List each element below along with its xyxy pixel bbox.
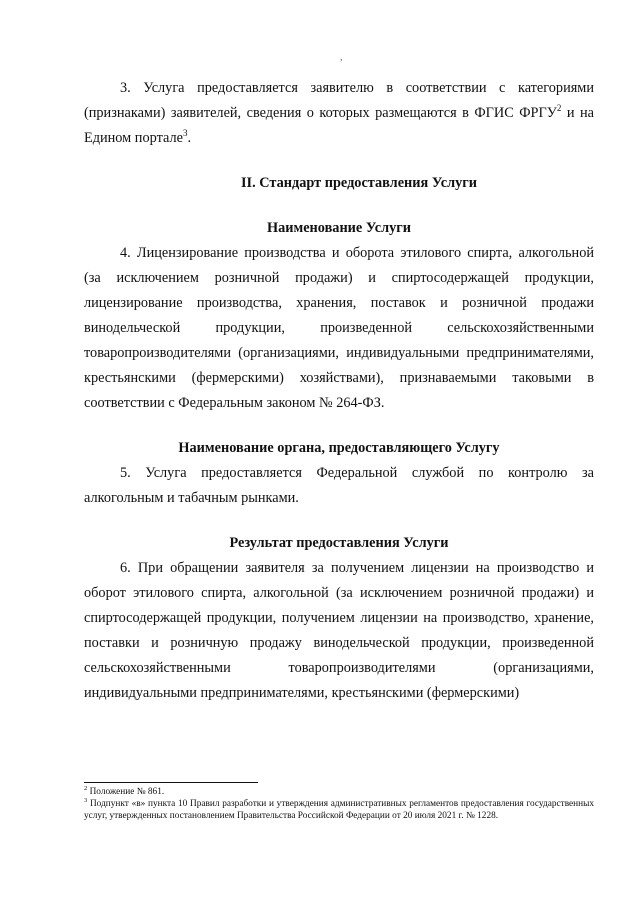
footnote-text: Положение № 861. bbox=[87, 787, 165, 797]
footnote-divider bbox=[84, 782, 258, 783]
footnotes bbox=[84, 786, 594, 822]
footnote-ref-3[interactable]: 3 bbox=[182, 128, 188, 139]
paragraph-5: 5. Услуга предоставляется Федеральной службой по контролю за алкогольным и табачным рынками. bbox=[84, 465, 594, 506]
footnote-3 bbox=[84, 798, 594, 822]
footnote-ref-2[interactable]: 2 bbox=[556, 103, 562, 114]
heading-service-name: Наименование Услуги bbox=[266, 220, 412, 236]
footnote-2 bbox=[84, 786, 594, 798]
section-heading: II. Стандарт предоставления Услуги bbox=[240, 175, 478, 191]
paragraph-3-text: 3. Услуга предоставляется заявителю в соответствии с категориями (признаками) заявителей, сведения о которых размещаются в ФГИС ФРГУ bbox=[84, 80, 594, 121]
paragraph-6: 6. При обращении заявителя за получением лицензии на производство и оборот этилового спирта, алкогольной (за исключением розничной продажи) и спиртосодержащей продукции, получением лицензии на производство, хранение, поставки и розничную продажу винодельческой продукции, произведенной сельскохозяйственными товаропроизводителями (организациями, индивидуальными предпринимателями, крестьянскими (фермерскими) bbox=[84, 560, 594, 701]
footnote-mark: 3 bbox=[84, 796, 88, 804]
document-body bbox=[84, 76, 594, 706]
heading-result: Результат предоставления Услуги bbox=[229, 535, 449, 551]
paragraph-3-end: . bbox=[187, 130, 192, 146]
paragraph-3 bbox=[84, 76, 594, 151]
paragraph-4: 4. Лицензирование производства и оборота этилового спирта, алкогольной (за исключением розничной продажи) и спиртосодержащей продукции, лицензирование производства, хранения, поставок и розничной продажи винодельческой продукции, произведенной сельскохозяйственными товаропроизводителями (организациями, индивидуальными предпринимателями, крестьянскими (фермерскими) хозяйствами), признаваемыми таковыми в соответствии с Федеральным законом № 264-ФЗ. bbox=[84, 245, 594, 411]
footnote-mark: 2 bbox=[84, 784, 88, 792]
footnote-text: Подпункт «в» пункта 10 Правил разработки и утверждения административных регламентов предоставления государственных услуг, утвержденных постановлением Правительства Российской Федерации от 20 июля 2021 г. № 1228. bbox=[84, 799, 594, 821]
heading-organ: Наименование органа, предоставляющего Услугу bbox=[178, 440, 500, 456]
page-mark: , bbox=[340, 52, 343, 63]
paragraph-3-text-b: и на Едином портале bbox=[84, 105, 594, 146]
